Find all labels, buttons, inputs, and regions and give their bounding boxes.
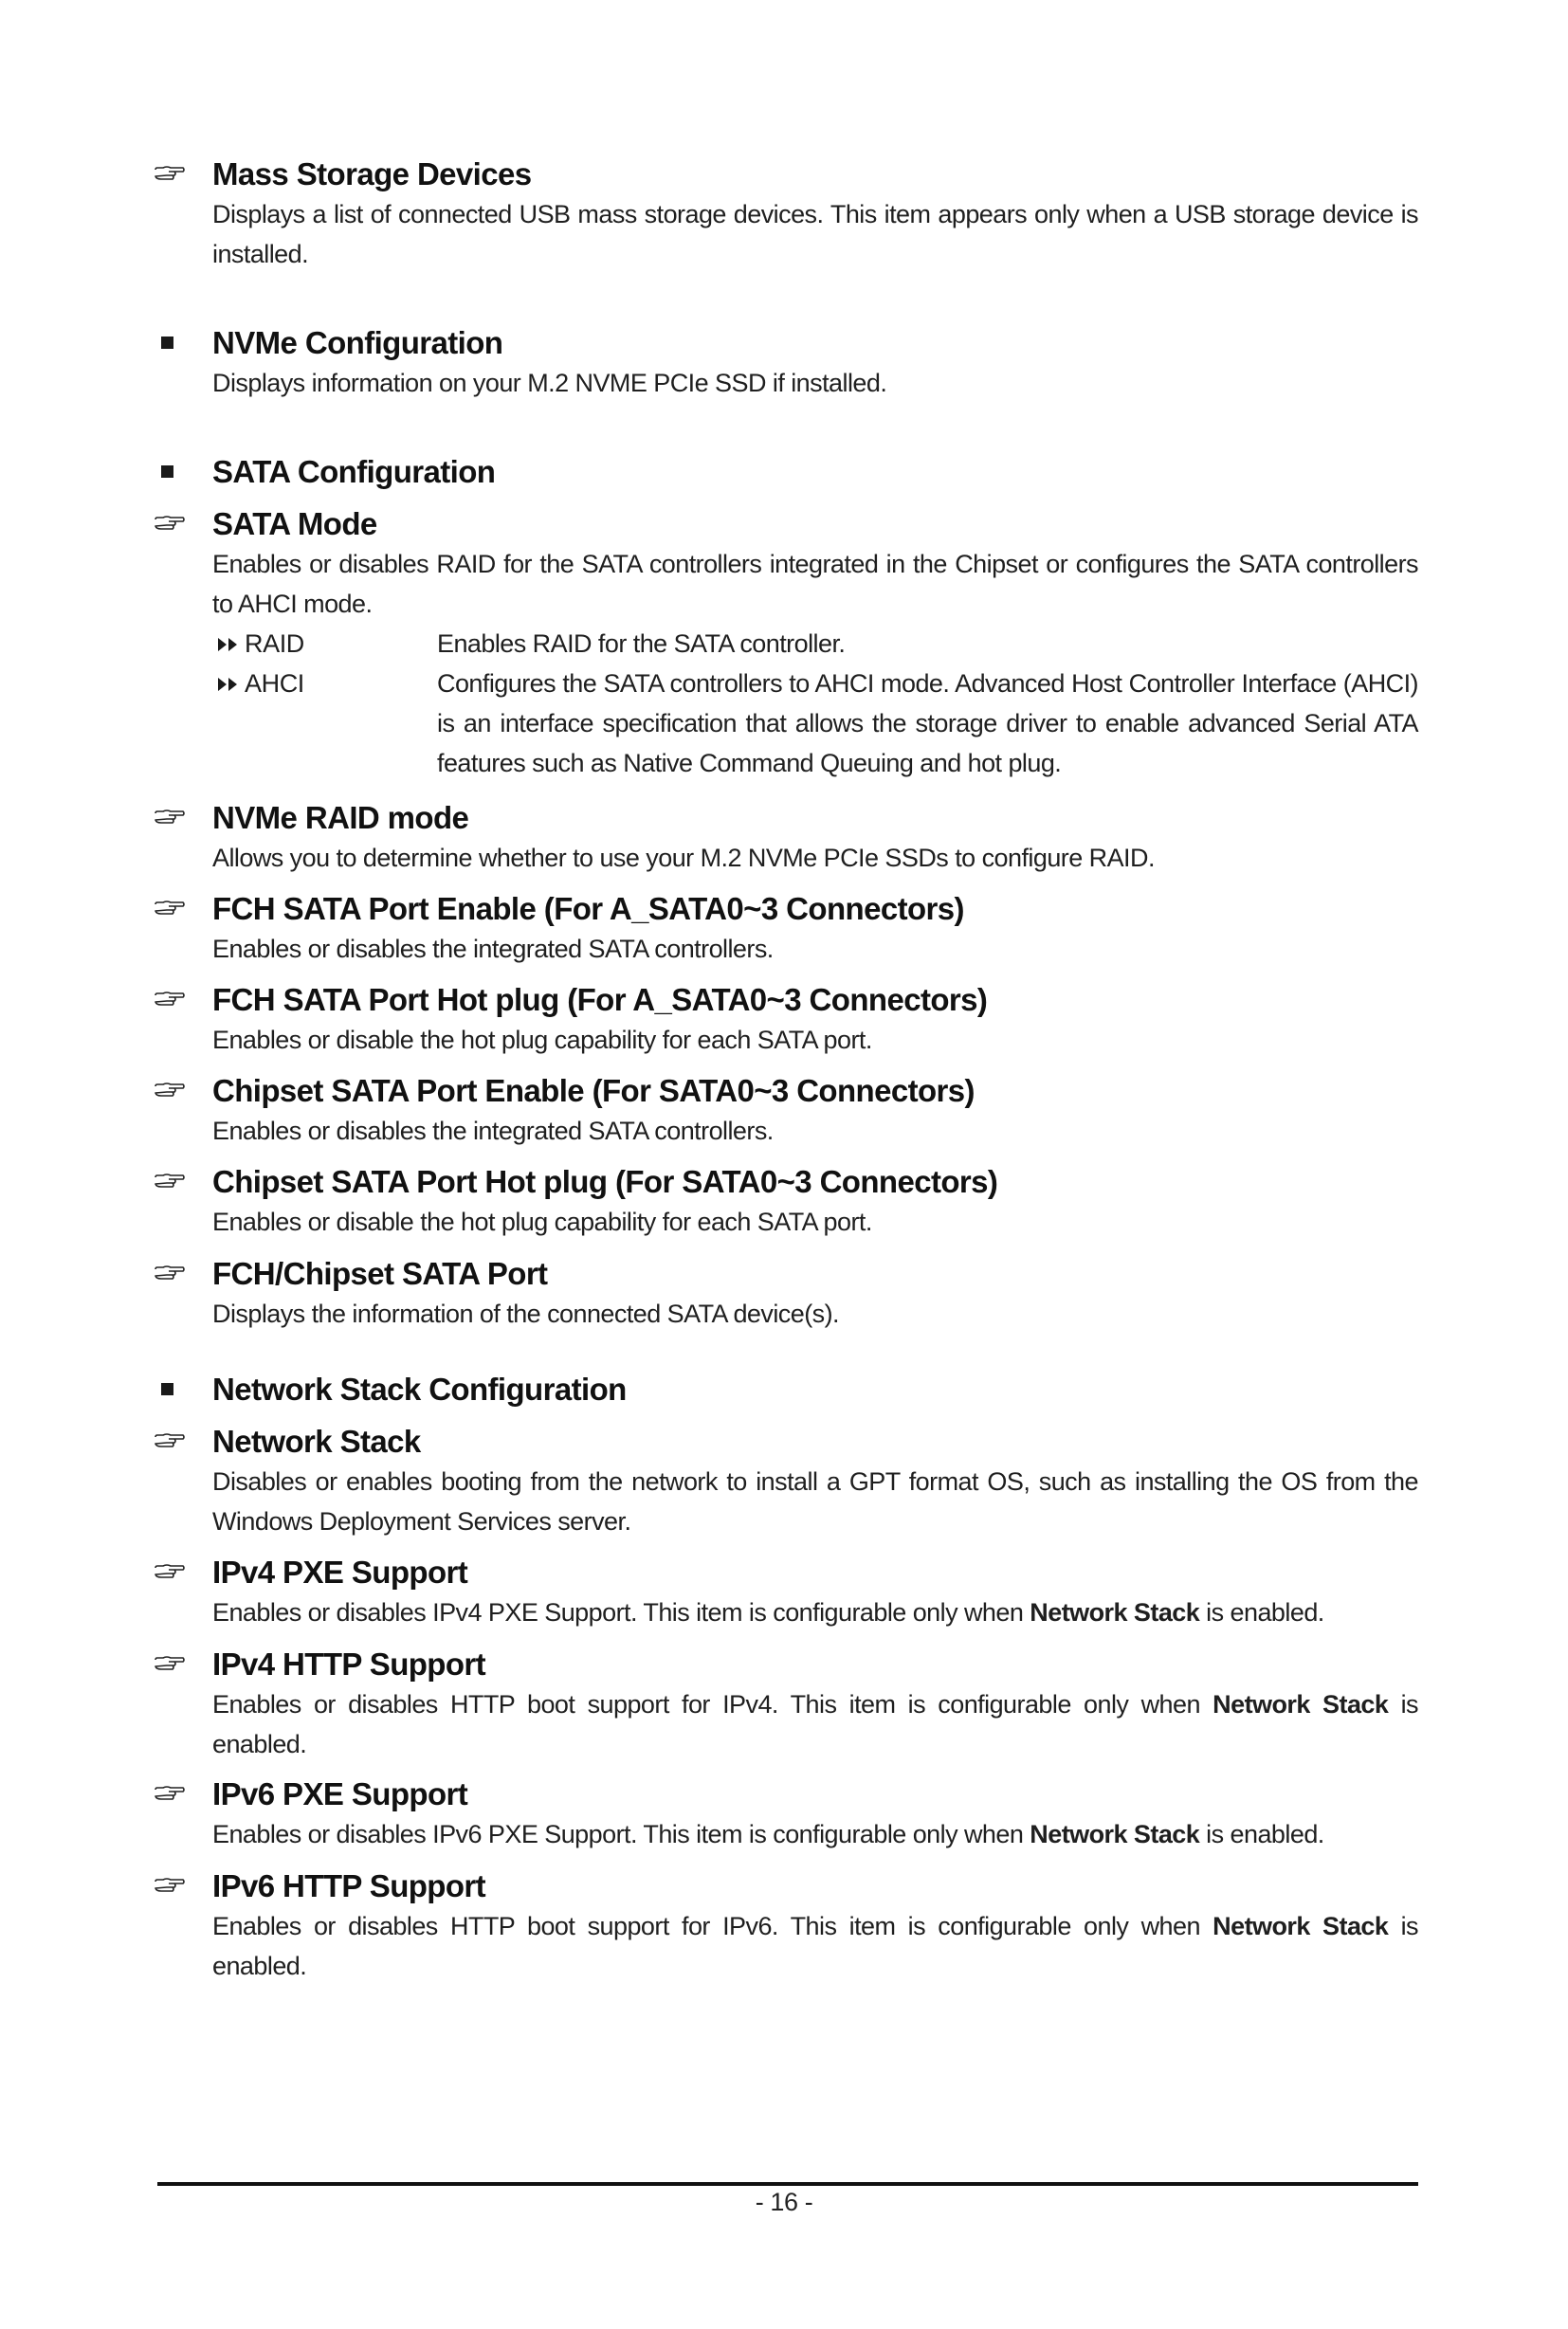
item-header [212, 1553, 1418, 1592]
section-header [212, 1370, 1418, 1410]
description-bold-term: Network Stack [1030, 1598, 1200, 1627]
item-ipv4-http-support [212, 1645, 1418, 1764]
pointing-hand-icon [154, 515, 186, 532]
description-text: is enabled. [1199, 1820, 1324, 1848]
description-text: Enables or disables IPv4 PXE Support. This item is configurable only when [212, 1598, 1030, 1627]
black-square-icon [161, 337, 173, 349]
item-description [212, 1906, 1418, 1986]
option-row-raid [212, 624, 1418, 664]
item-description: Enables or disables RAID for the SATA controllers integrated in the Chipset or configures the SATA controllers to AHCI mode. [212, 550, 1418, 618]
description-bold-term: Network Stack [1212, 1690, 1389, 1719]
item-description [212, 1684, 1418, 1764]
pointing-hand-icon [154, 1173, 186, 1190]
pointing-hand-icon [154, 1265, 186, 1282]
section-title: Network Stack Configuration [212, 1372, 627, 1407]
item-header [212, 1162, 1418, 1202]
pointing-hand-icon [154, 1432, 186, 1449]
item-description: Displays the information of the connected SATA device(s). [212, 1300, 839, 1328]
item-network-stack [212, 1422, 1418, 1541]
pointing-hand-icon [154, 165, 186, 182]
pointing-hand-icon [154, 900, 186, 917]
item-fch-chipset-sata-port [212, 1254, 1418, 1334]
item-sata-mode [212, 504, 1418, 783]
pointing-hand-icon [154, 1877, 186, 1894]
section-title: SATA Configuration [212, 454, 496, 489]
item-chipset-sata-port-hot-plug [212, 1162, 1418, 1242]
item-title: NVMe RAID mode [212, 800, 469, 835]
item-title: IPv6 HTTP Support [212, 1868, 486, 1903]
item-header [212, 889, 1418, 929]
item-ipv6-http-support [212, 1866, 1418, 1986]
description-text: Enables or disables HTTP boot support for IPv4. This item is configurable only when [212, 1690, 1213, 1719]
item-header [212, 980, 1418, 1020]
option-label [216, 664, 304, 703]
item-description: Enables or disables the integrated SATA controllers. [212, 1117, 774, 1145]
item-description: Enables or disable the hot plug capability for each SATA port. [212, 1208, 872, 1236]
section-header [212, 452, 1418, 492]
item-title: FCH/Chipset SATA Port [212, 1256, 548, 1291]
item-description: Allows you to determine whether to use your M.2 NVMe PCIe SSDs to configure RAID. [212, 844, 1155, 872]
item-title: IPv6 PXE Support [212, 1776, 468, 1811]
description-text: Enables or disables IPv6 PXE Support. This item is configurable only when [212, 1820, 1030, 1848]
item-ipv4-pxe-support [212, 1553, 1418, 1632]
section-description: Displays information on your M.2 NVME PCIe SSD if installed. [212, 369, 887, 397]
item-header [212, 1866, 1418, 1906]
item-title: Mass Storage Devices [212, 156, 532, 191]
item-description: Disables or enables booting from the network to install a GPT format OS, such as installing the OS from the Windows Deployment Services server. [212, 1467, 1418, 1536]
item-header [212, 1254, 1418, 1294]
description-text: is enabled. [212, 1912, 1418, 1980]
option-row-ahci [212, 664, 1418, 783]
pointing-hand-icon [154, 1655, 186, 1672]
black-square-icon [161, 1383, 173, 1395]
option-label-text: RAID [245, 629, 304, 658]
item-header [212, 1774, 1418, 1814]
description-bold-term: Network Stack [1030, 1820, 1200, 1848]
item-fch-sata-port-enable [212, 889, 1418, 969]
section-header [212, 323, 1418, 363]
description-bold-term: Network Stack [1212, 1912, 1389, 1940]
page-number: - 16 - [755, 2188, 813, 2216]
item-description [212, 1814, 1418, 1854]
section-title: NVMe Configuration [212, 325, 503, 360]
item-nvme-raid-mode [212, 798, 1418, 878]
item-ipv6-pxe-support [212, 1774, 1418, 1854]
option-label [216, 624, 304, 664]
option-label-text: AHCI [245, 669, 304, 698]
item-header [212, 1422, 1418, 1462]
item-description: Enables or disable the hot plug capability for each SATA port. [212, 1026, 872, 1054]
item-description: Displays a list of connected USB mass storage devices. This item appears only when a USB storage device is installed. [212, 200, 1418, 268]
pointing-hand-icon [154, 809, 186, 826]
black-square-icon [161, 465, 173, 478]
pointing-hand-icon [154, 1785, 186, 1802]
option-description: Configures the SATA controllers to AHCI mode. Advanced Host Controller Interface (AHCI) is an interface specification that allows the storage driver to enable advanced Serial ATA features such as Native Command Queuing and hot plug. [437, 669, 1418, 777]
description-text: Enables or disables HTTP boot support for IPv6. This item is configurable only when [212, 1912, 1213, 1940]
item-title: FCH SATA Port Hot plug (For A_SATA0~3 Connectors) [212, 982, 988, 1017]
section-sata-configuration [212, 452, 1418, 492]
pointing-hand-icon [154, 991, 186, 1008]
item-header [212, 1071, 1418, 1111]
item-header [212, 798, 1418, 838]
item-title: Network Stack [212, 1424, 421, 1459]
item-header [212, 155, 1418, 194]
option-description: Enables RAID for the SATA controller. [437, 629, 846, 658]
item-title: SATA Mode [212, 506, 377, 541]
description-text: is enabled. [1199, 1598, 1324, 1627]
item-title: IPv4 PXE Support [212, 1555, 468, 1590]
section-nvme-configuration [212, 323, 1418, 403]
item-title: IPv4 HTTP Support [212, 1647, 486, 1682]
item-fch-sata-port-hot-plug [212, 980, 1418, 1060]
item-description [212, 1592, 1418, 1632]
item-mass-storage-devices [212, 155, 1418, 274]
item-title: Chipset SATA Port Enable (For SATA0~3 Connectors) [212, 1073, 975, 1108]
item-chipset-sata-port-enable [212, 1071, 1418, 1151]
pointing-hand-icon [154, 1563, 186, 1580]
pointing-hand-icon [154, 1082, 186, 1099]
item-title: FCH SATA Port Enable (For A_SATA0~3 Connectors) [212, 891, 964, 926]
item-header [212, 504, 1418, 544]
item-description: Enables or disables the integrated SATA controllers. [212, 935, 774, 963]
item-header [212, 1645, 1418, 1684]
double-arrow-icon [216, 636, 241, 653]
description-text: is enabled. [212, 1690, 1418, 1758]
section-network-stack-configuration [212, 1370, 1418, 1410]
item-title: Chipset SATA Port Hot plug (For SATA0~3 Connectors) [212, 1164, 998, 1199]
double-arrow-icon [216, 676, 241, 693]
